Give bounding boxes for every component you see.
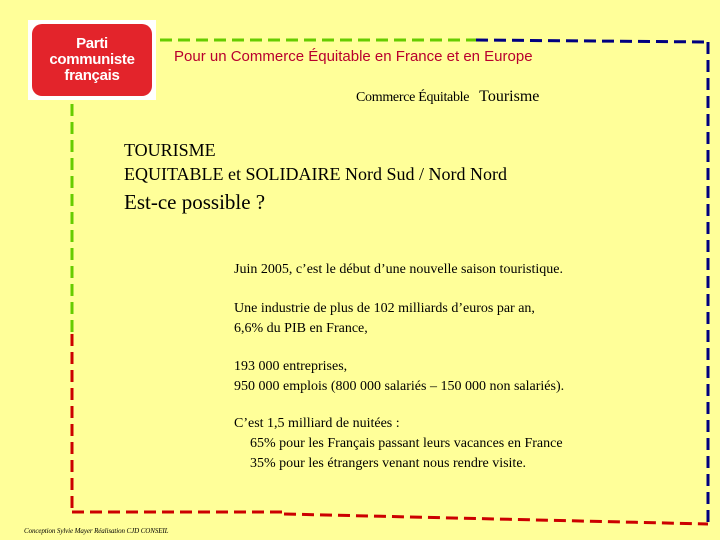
paragraph-industry <box>234 299 535 339</box>
paragraph-line: C’est 1,5 milliard de nuitées : <box>234 416 400 431</box>
title-line-2: EQUITABLE et SOLIDAIRE Nord Sud / Nord Nord <box>124 164 508 184</box>
logo-line-2: communiste <box>49 51 135 68</box>
paragraph-line: 35% pour les étrangers venant nous rendre visite. <box>250 456 527 471</box>
paragraph-line: Juin 2005, c’est le début d’une nouvelle saison touristique. <box>234 262 563 277</box>
footer-credit: Conception Sylvie Mayer Réalisation CJD CONSEIL <box>24 527 169 535</box>
paragraph-nights <box>234 414 563 474</box>
breadcrumb <box>356 88 539 106</box>
logo-line-1: Parti <box>76 35 108 52</box>
paragraph-line: 193 000 entreprises, <box>234 359 348 374</box>
logo-badge <box>32 24 152 96</box>
paragraph-line: Une industrie de plus de 102 milliards d’euros par an, <box>234 301 535 316</box>
breadcrumb-tourisme: Tourisme <box>479 88 540 105</box>
title-line-1: TOURISME <box>124 140 216 160</box>
paragraph-line: 6,6% du PIB en France, <box>234 321 368 336</box>
header-title: Pour un Commerce Équitable en France et en Europe <box>174 48 533 65</box>
paragraph-employment <box>234 357 564 397</box>
logo-line-3: français <box>64 67 120 84</box>
breadcrumb-commerce-equitable: Commerce Équitable <box>356 90 470 105</box>
title-question: Est-ce possible ? <box>124 190 266 214</box>
paragraph-line: 950 000 emplois (800 000 salariés – 150 000 non salariés). <box>234 379 565 394</box>
paragraph-line: 65% pour les Français passant leurs vacances en France <box>250 436 563 451</box>
paragraph-season <box>234 260 563 280</box>
party-logo <box>28 20 156 100</box>
